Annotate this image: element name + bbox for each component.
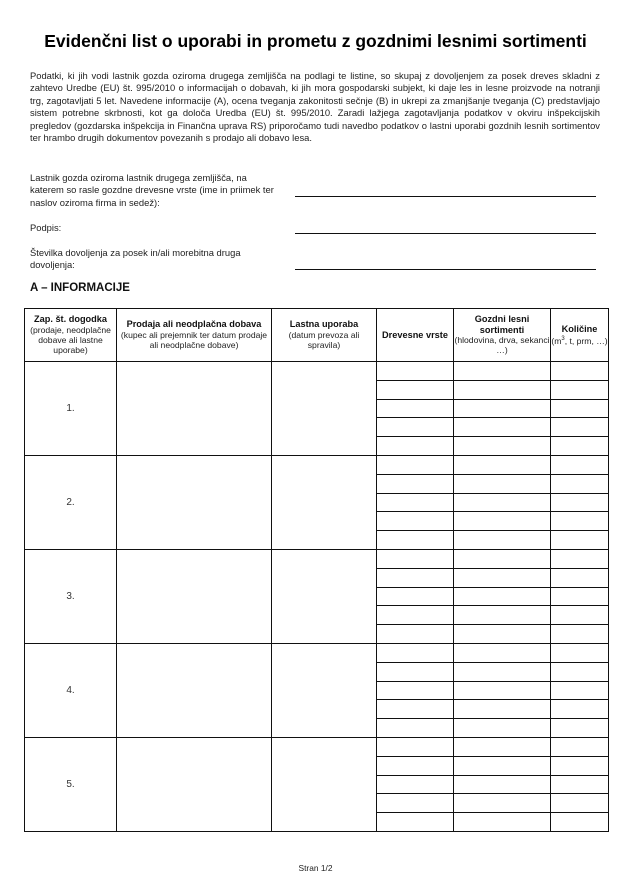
- quantity-cell[interactable]: [551, 737, 609, 756]
- quantity-cell[interactable]: [551, 775, 609, 794]
- quantity-cell[interactable]: [551, 662, 609, 681]
- sale-or-supply-cell[interactable]: [117, 643, 272, 737]
- sale-or-supply-cell[interactable]: [117, 549, 272, 643]
- column-header-sale-or-supply: Prodaja ali neodplačna dobava (kupec ali prejemnik ter datum prodaje ali neodplačne dobave): [117, 309, 272, 362]
- information-table: [24, 308, 609, 832]
- sale-or-supply-cell[interactable]: [117, 362, 272, 456]
- wood-assortment-cell[interactable]: [454, 474, 551, 493]
- quantity-cell[interactable]: [551, 474, 609, 493]
- tree-species-cell[interactable]: [377, 681, 454, 700]
- signature-field-label: Podpis:: [30, 222, 62, 233]
- own-use-cell[interactable]: [272, 737, 377, 831]
- tree-species-cell[interactable]: [377, 380, 454, 399]
- column-header-tree-species: Drevesne vrste: [377, 309, 454, 362]
- wood-assortment-cell[interactable]: [454, 794, 551, 813]
- quantity-cell[interactable]: [551, 700, 609, 719]
- tree-species-cell[interactable]: [377, 813, 454, 832]
- quantity-cell[interactable]: [551, 813, 609, 832]
- permit-number-field-label: Številka dovoljenja za posek in/ali morebitna druga dovoljenja:: [30, 247, 241, 271]
- wood-assortment-cell[interactable]: [454, 380, 551, 399]
- wood-assortment-cell[interactable]: [454, 719, 551, 738]
- table-row: [25, 549, 609, 568]
- document-title: Evidenčni list o uporabi in prometu z gozdnimi lesnimi sortimenti: [44, 31, 587, 51]
- own-use-cell[interactable]: [272, 455, 377, 549]
- wood-assortment-cell[interactable]: [454, 775, 551, 794]
- own-use-cell[interactable]: [272, 362, 377, 456]
- quantity-cell[interactable]: [551, 418, 609, 437]
- wood-assortment-cell[interactable]: [454, 512, 551, 531]
- wood-assortment-cell[interactable]: [454, 606, 551, 625]
- owner-field-line[interactable]: [295, 196, 596, 197]
- event-number-cell: 4.: [25, 643, 117, 737]
- tree-species-cell[interactable]: [377, 794, 454, 813]
- tree-species-cell[interactable]: [377, 531, 454, 550]
- own-use-cell[interactable]: [272, 549, 377, 643]
- signature-field-line[interactable]: [295, 233, 596, 234]
- table-header-row: [25, 309, 609, 362]
- quantity-cell[interactable]: [551, 531, 609, 550]
- column-header-quantities: Količine ($m^3$, t, prm, …): [551, 309, 609, 362]
- page-number: Stran 1/2: [298, 863, 333, 873]
- wood-assortment-cell[interactable]: [454, 362, 551, 381]
- column-header-wood-assortments: Gozdni lesni sortimenti (hlodovina, drva, sekanci …): [454, 309, 551, 362]
- tree-species-cell[interactable]: [377, 455, 454, 474]
- tree-species-cell[interactable]: [377, 549, 454, 568]
- table-row: [25, 455, 609, 474]
- tree-species-cell[interactable]: [377, 437, 454, 456]
- tree-species-cell[interactable]: [377, 775, 454, 794]
- tree-species-cell[interactable]: [377, 662, 454, 681]
- quantity-cell[interactable]: [551, 493, 609, 512]
- wood-assortment-cell[interactable]: [454, 493, 551, 512]
- owner-field-label: Lastnik gozda oziroma lastnik drugega zemljišča, na katerem so rasle gozdne drevesne vrste (ime in priimek ter naslov oziroma firma in sedež):: [30, 172, 274, 208]
- wood-assortment-cell[interactable]: [454, 625, 551, 644]
- wood-assortment-cell[interactable]: [454, 418, 551, 437]
- wood-assortment-cell[interactable]: [454, 662, 551, 681]
- tree-species-cell[interactable]: [377, 587, 454, 606]
- quantity-cell[interactable]: [551, 756, 609, 775]
- event-number-cell: 3.: [25, 549, 117, 643]
- wood-assortment-cell[interactable]: [454, 756, 551, 775]
- tree-species-cell[interactable]: [377, 474, 454, 493]
- tree-species-cell[interactable]: [377, 418, 454, 437]
- permit-number-field-line[interactable]: [295, 269, 596, 270]
- tree-species-cell[interactable]: [377, 719, 454, 738]
- quantity-cell[interactable]: [551, 794, 609, 813]
- own-use-cell[interactable]: [272, 643, 377, 737]
- quantity-cell[interactable]: [551, 455, 609, 474]
- tree-species-cell[interactable]: [377, 700, 454, 719]
- quantity-cell[interactable]: [551, 587, 609, 606]
- tree-species-cell[interactable]: [377, 606, 454, 625]
- wood-assortment-cell[interactable]: [454, 455, 551, 474]
- wood-assortment-cell[interactable]: [454, 681, 551, 700]
- quantity-cell[interactable]: [551, 549, 609, 568]
- event-number-cell: 2.: [25, 455, 117, 549]
- section-title-informacije: A – INFORMACIJE: [30, 282, 130, 294]
- tree-species-cell[interactable]: [377, 737, 454, 756]
- quantity-cell[interactable]: [551, 399, 609, 418]
- tree-species-cell[interactable]: [377, 512, 454, 531]
- wood-assortment-cell[interactable]: [454, 737, 551, 756]
- column-header-event-number: Zap. št. dogodka (prodaje, neodplačne dobave ali lastne uporabe): [25, 309, 117, 362]
- tree-species-cell[interactable]: [377, 362, 454, 381]
- tree-species-cell[interactable]: [377, 756, 454, 775]
- tree-species-cell[interactable]: [377, 493, 454, 512]
- sale-or-supply-cell[interactable]: [117, 455, 272, 549]
- table-row: [25, 737, 609, 756]
- wood-assortment-cell[interactable]: [454, 643, 551, 662]
- quantity-cell[interactable]: [551, 643, 609, 662]
- table-row: [25, 643, 609, 662]
- tree-species-cell[interactable]: [377, 643, 454, 662]
- tree-species-cell[interactable]: [377, 399, 454, 418]
- quantity-cell[interactable]: [551, 512, 609, 531]
- table-row: [25, 362, 609, 381]
- wood-assortment-cell[interactable]: [454, 399, 551, 418]
- wood-assortment-cell[interactable]: [454, 700, 551, 719]
- wood-assortment-cell[interactable]: [454, 587, 551, 606]
- wood-assortment-cell[interactable]: [454, 568, 551, 587]
- event-number-cell: 5.: [25, 737, 117, 831]
- quantity-cell[interactable]: [551, 625, 609, 644]
- quantity-cell[interactable]: [551, 606, 609, 625]
- wood-assortment-cell[interactable]: [454, 531, 551, 550]
- wood-assortment-cell[interactable]: [454, 437, 551, 456]
- wood-assortment-cell[interactable]: [454, 549, 551, 568]
- sale-or-supply-cell[interactable]: [117, 737, 272, 831]
- quantity-cell[interactable]: [551, 568, 609, 587]
- column-header-own-use: Lastna uporaba (datum prevoza ali spravila): [272, 309, 377, 362]
- quantity-cell[interactable]: [551, 437, 609, 456]
- event-number-cell: 1.: [25, 362, 117, 456]
- wood-assortment-cell[interactable]: [454, 813, 551, 832]
- tree-species-cell[interactable]: [377, 568, 454, 587]
- quantity-cell[interactable]: [551, 681, 609, 700]
- intro-paragraph: Podatki, ki jih vodi lastnik gozda oziroma drugega zemljišča na podlagi te listine, so skupaj z dovoljenjem za posek dreves skladni z zahtevo Uredbe (EU) št. 995/2010 o informacijah o dobavah, ki jih mora gospodarski subjekt, ki daje les in lesne proizvode na notranji trg, zagotavljati 5 let. Navedene informacije (A), ocena tveganja zakonitosti sečnje (B) in ukrepi za zmanjšanje tveganja (C) predstavljajo sistem potrebne skrbnosti, kot ga določa Uredba (EU) št. 995/2010. Zaradi lažjega zagotavljanja podatkov v okviru inšpekcijskih pregledov (gozdarska inšpekcija in Finančna uprava RS) priporočamo tudi navedbo podatkov o lastni uporabi gozdnih lesnih sortimentov ter hrambo drugih dokumentov povezanih s prodajo ali dobavo lesa.: [30, 70, 600, 144]
- quantity-cell[interactable]: [551, 362, 609, 381]
- quantity-cell[interactable]: [551, 719, 609, 738]
- tree-species-cell[interactable]: [377, 625, 454, 644]
- quantity-cell[interactable]: [551, 380, 609, 399]
